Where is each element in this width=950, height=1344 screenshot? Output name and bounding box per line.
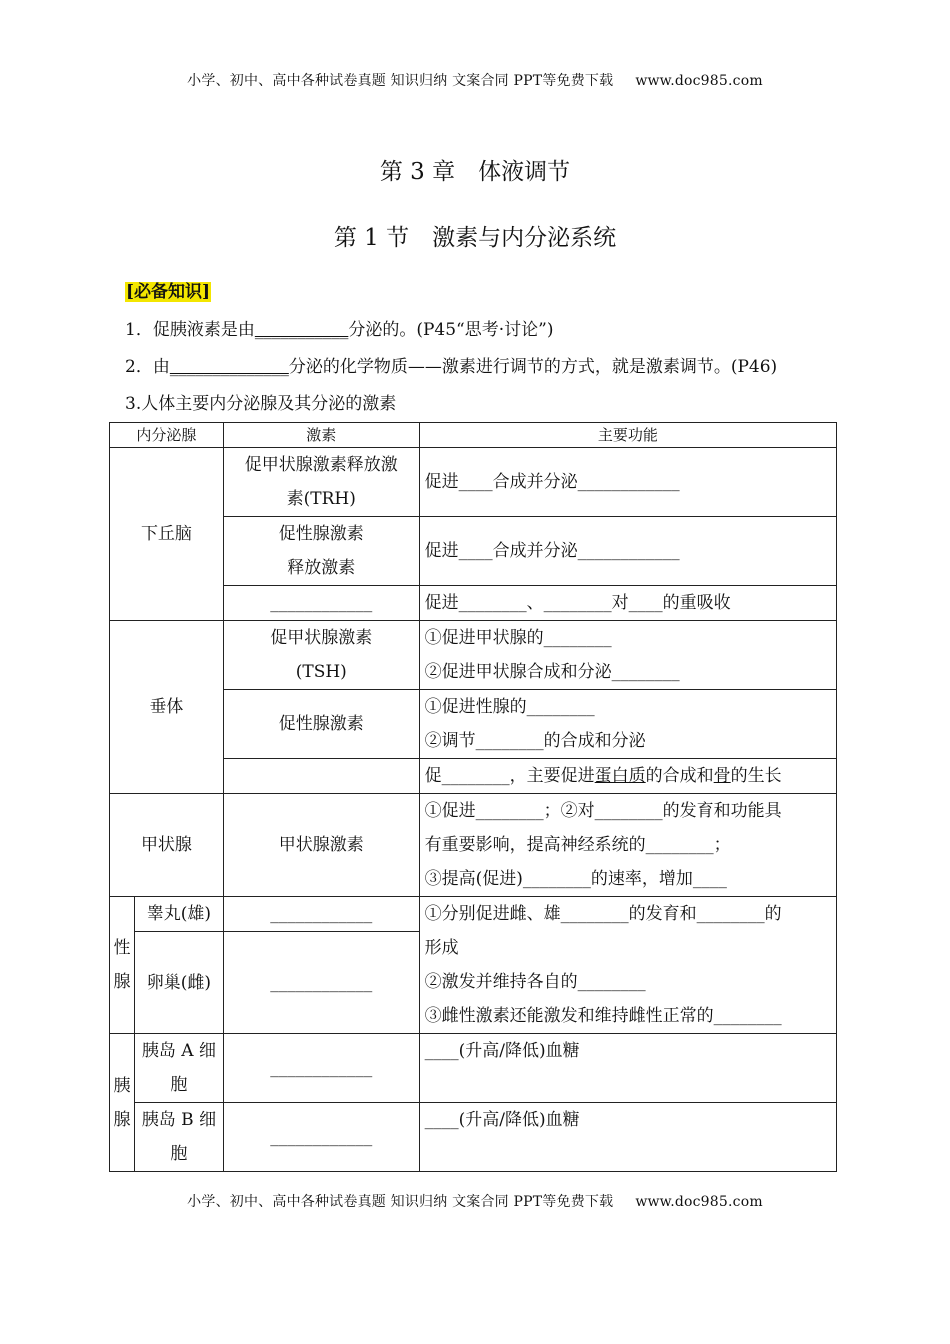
table-header-row <box>110 423 837 448</box>
table-row <box>110 794 837 897</box>
gland-ovary: 卵巢(雌) <box>134 932 223 1034</box>
function-gonadotropin: ①促进性腺的________ ②调节________的合成和分泌 <box>419 690 836 759</box>
function-tsh: ①促进甲状腺的________ ②促进甲状腺合成和分泌________ <box>419 621 836 690</box>
hormone-tsh: 促甲状腺激素 (TSH) <box>223 621 419 690</box>
hormone-ovary: ____________ <box>223 932 419 1034</box>
q2-text-b: 分泌的化学物质——激素进行调节的方式，就是激素调节。(P46) <box>288 357 778 377</box>
page-footer <box>0 1191 950 1211</box>
gland-pancreas: 胰 腺 <box>110 1034 135 1172</box>
gland-thyroid: 甲状腺 <box>110 794 224 897</box>
header-function: 主要功能 <box>419 423 836 448</box>
function-growth: 促________，主要促进蛋白质的合成和骨的生长 <box>419 759 836 794</box>
header-site-link[interactable]: www.doc985.com <box>635 73 763 89</box>
function-trh: 促进____合成并分泌____________ <box>419 448 836 517</box>
question-1 <box>125 315 553 340</box>
hormone-gonadotropin: 促性腺激素 <box>223 690 419 759</box>
q1-text-a: 1．促胰液素是由 <box>125 320 255 340</box>
table-row <box>110 897 837 932</box>
function-islet-a: ____(升高/降低)血糖 <box>419 1034 836 1103</box>
gland-islet-a-cell: 胰岛 A 细 胞 <box>134 1034 223 1103</box>
table-row <box>110 1034 837 1103</box>
question-2 <box>125 352 777 377</box>
hormone-islet-a: ____________ <box>223 1034 419 1103</box>
gland-pituitary: 垂体 <box>110 621 224 794</box>
function-reabsorption: 促进________、________对____的重吸收 <box>419 586 836 621</box>
q2-text-a: 2．由 <box>125 357 170 377</box>
table-row <box>110 1103 837 1172</box>
hormone-testis: ____________ <box>223 897 419 932</box>
gland-hypothalamus: 下丘脑 <box>110 448 224 621</box>
header-text: 小学、初中、高中各种试卷真题 知识归纳 文案合同 PPT等免费下载 <box>187 73 614 89</box>
function-thyroid: ①促进________；②对________的发育和功能具 有重要影响，提高神经系统的________； ③提高(促进)________的速率，增加____ <box>419 794 836 897</box>
question-3: 3.人体主要内分泌腺及其分泌的激素 <box>125 394 397 414</box>
hormone-gnrh: 促性腺激素 释放激素 <box>223 517 419 586</box>
q1-text-b: 分泌的。(P45“思考·讨论”) <box>348 320 554 340</box>
function-sex-hormones: ①分别促进雌、雄________的发育和________的 形成 ②激发并维持各自的________ ③雌性激素还能激发和维持雌性正常的________ <box>419 897 836 1034</box>
gland-testis: 睾丸(雄) <box>134 897 223 932</box>
hormone-trh: 促甲状腺激素释放激 素(TRH) <box>223 448 419 517</box>
function-islet-b: ____(升高/降低)血糖 <box>419 1103 836 1172</box>
gland-islet-b-cell: 胰岛 B 细 胞 <box>134 1103 223 1172</box>
header-gland: 内分泌腺 <box>110 423 224 448</box>
endocrine-table <box>109 422 837 1172</box>
knowledge-label <box>125 277 211 302</box>
hormone-empty <box>223 759 419 794</box>
hormone-islet-b: ____________ <box>223 1103 419 1172</box>
page-header <box>0 70 950 90</box>
section-title: 第 1 节 激素与内分泌系统 <box>333 225 617 251</box>
footer-text: 小学、初中、高中各种试卷真题 知识归纳 文案合同 PPT等免费下载 <box>187 1194 614 1210</box>
footer-site-link[interactable]: www.doc985.com <box>635 1194 763 1210</box>
knowledge-label-text: [必备知识] <box>126 282 211 302</box>
q1-blank: ___________ <box>254 320 349 340</box>
hormone-thyroid: 甲状腺激素 <box>223 794 419 897</box>
hormone-blank: ____________ <box>223 586 419 621</box>
gland-gonads: 性 腺 <box>110 897 135 1034</box>
q2-blank: ______________ <box>169 357 289 377</box>
function-gnrh: 促进____合成并分泌____________ <box>419 517 836 586</box>
chapter-title: 第 3 章 体液调节 <box>379 159 571 185</box>
table-row <box>110 621 837 690</box>
table-row <box>110 448 837 517</box>
header-hormone: 激素 <box>223 423 419 448</box>
